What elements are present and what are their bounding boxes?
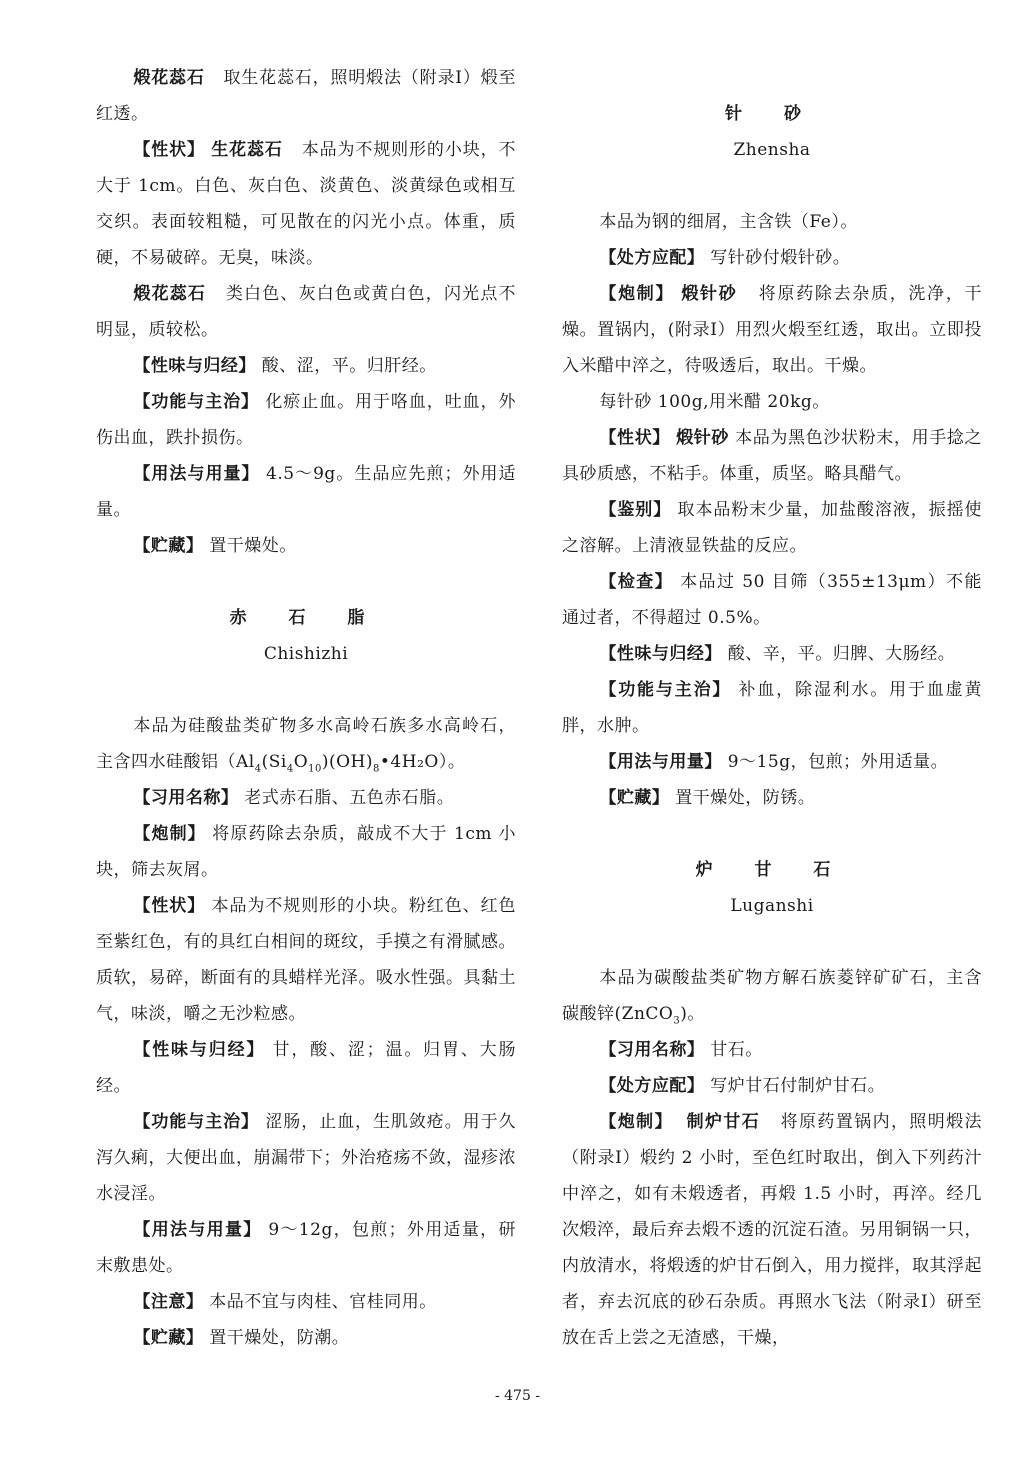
section-tag: 【炮制】 [599, 1112, 673, 1132]
text: 取生花蕊石，照明煅法（附录Ⅰ）煅至红透。 [96, 68, 517, 124]
text: 本品不宜与肉桂、官桂同用。 [209, 1292, 437, 1312]
entry-name: 制炉甘石 [686, 1112, 761, 1132]
subscript: 8 [373, 763, 380, 775]
text: O [293, 752, 309, 772]
text: )。 [680, 1004, 705, 1024]
text: (Si [261, 752, 287, 772]
spacer [96, 672, 516, 708]
right-column [562, 60, 982, 1356]
entry-title: 炉 甘 石 [695, 860, 849, 880]
section-tag: 【用法与用量】 [133, 1220, 262, 1240]
text: 本品为钢的细屑，主含铁（Fe）。 [599, 212, 858, 232]
section-tag: 【贮藏】 [599, 788, 670, 808]
text: 将原药除去杂质，洗净，干燥。置锅内，(附录Ⅰ）用烈火煅至红透，取出。立即投入米醋中淬之，待吸透后，取出。干燥。 [562, 284, 983, 376]
section-tag: 【注意】 [133, 1292, 204, 1312]
section-tag: 【功能与主治】 [133, 1112, 259, 1132]
left-column [96, 60, 516, 1356]
paragraph [96, 348, 516, 384]
text: 取本品粉末少量，加盐酸溶液，振摇使之溶解。上清液显铁盐的反应。 [562, 500, 983, 556]
paragraph [562, 1068, 982, 1104]
paragraph [96, 1212, 516, 1284]
text: 4.5～9g。生品应先煎；外用适量。 [96, 464, 517, 520]
spacer [562, 168, 982, 204]
section-tag: 【性状】 [133, 140, 205, 160]
text: 补血，除湿利水。用于血虚黄胖，水肿。 [562, 680, 983, 736]
section-tag: 【炮制】 [599, 284, 675, 304]
section-tag: 【性味与归经】 [133, 356, 256, 376]
paragraph [96, 1320, 516, 1356]
paragraph [562, 744, 982, 780]
paragraph [562, 240, 982, 276]
text: 每针砂 100g,用米醋 20kg。 [599, 392, 830, 412]
paragraph [562, 960, 982, 1032]
section-tag: 【用法与用量】 [599, 752, 722, 772]
paragraph [96, 780, 516, 816]
paragraph [562, 1032, 982, 1068]
text: 写针砂付煅针砂。 [710, 248, 851, 268]
text: 本品为不规则形的小块，不大于 1cm。白色、灰白色、淡黄色、淡黄绿色或相互交织。表面较粗糙，可见散在的闪光小点。体重，质硬，不易破碎。无臭，味淡。 [96, 140, 516, 268]
paragraph [562, 636, 982, 672]
subscript: 3 [673, 1015, 681, 1027]
text: 将原药除去杂质，敲成不大于 1cm 小块，筛去灰屑。 [96, 824, 517, 880]
paragraph [96, 528, 516, 564]
section-tag: 【鉴别】 [599, 500, 672, 520]
text: 将原药置锅内，照明煅法（附录Ⅰ）煅约 2 小时，至色红时取出，倒入下列药汁中淬之，如有未煅透者，再煅 1.5 小时，再淬。经几次煅淬，最后弃去煅不透的沉淀石渣。另用铜锅一只，内放清水，将煅透的炉甘石倒入，用力搅拌，取其浮起者，弃去沉底的砂石杂质。再照水飞法（附录Ⅰ）研至放在舌上尝之无渣感，干燥， [562, 1112, 983, 1348]
section-tag: 【功能与主治】 [133, 392, 259, 412]
spacer [562, 924, 982, 960]
section-tag: 【功能与主治】 [599, 680, 732, 700]
section-tag: 【处方应配】 [599, 1076, 705, 1096]
paragraph [562, 780, 982, 816]
entry-name: 煅针砂 [681, 284, 738, 304]
paragraph [562, 204, 982, 240]
entry-title: 针 砂 [725, 104, 819, 124]
paragraph [96, 816, 516, 888]
paragraph [96, 1104, 516, 1212]
entry-pinyin: Chishizhi [263, 644, 349, 664]
paragraph [562, 492, 982, 564]
page-number: - 475 - [494, 1388, 541, 1404]
text: 本品为黑色沙状粉末，用手捻之具砂质感，不粘手。体重，质坚。略具醋气。 [562, 428, 983, 484]
text: 本品为不规则形的小块。粉红色、红色至紫红色，有的具红白相间的斑纹，手摸之有滑腻感。质软，易碎，断面有的具蜡样光泽。吸水性强。具黏土气，味淡，嚼之无沙粒感。 [96, 896, 517, 1024]
paragraph [562, 420, 982, 492]
text: 甘石。 [710, 1040, 763, 1060]
text: 涩肠，止血，生肌敛疮。用于久泻久痢，大便出血，崩漏带下；外治疮疡不敛，湿疹浓水浸淫。 [96, 1112, 517, 1204]
subscript: 10 [308, 763, 322, 775]
paragraph [562, 564, 982, 636]
paragraph [96, 60, 516, 132]
text: 酸、辛，平。归脾、大肠经。 [727, 644, 956, 664]
text: 化瘀止血。用于咯血，吐血，外伤出血，跌扑损伤。 [96, 392, 517, 448]
entry-name: 煅花蕊石 [133, 284, 207, 304]
paragraph [96, 1032, 516, 1104]
paragraph [562, 1104, 982, 1356]
text: 9～15g，包煎；外用适量。 [727, 752, 949, 772]
paragraph [96, 132, 516, 276]
text: 写炉甘石付制炉甘石。 [710, 1076, 886, 1096]
text: 本品为硅酸盐类矿物多水高岭石族多水高岭石，主含四水硅酸铝（Al [96, 716, 516, 772]
text: 9～12g，包煎；外用适量，研末敷患处。 [96, 1220, 517, 1276]
spacer [562, 60, 982, 96]
section-tag: 【处方应配】 [599, 248, 705, 268]
spacer [96, 564, 516, 600]
section-tag: 【炮制】 [133, 824, 206, 844]
section-tag: 【习用名称】 [599, 1040, 705, 1060]
section-tag: 【性状】 [599, 428, 670, 448]
paragraph [96, 384, 516, 456]
spacer [562, 816, 982, 852]
section-tag: 【习用名称】 [133, 788, 239, 808]
paragraph [96, 276, 516, 348]
section-tag: 【贮藏】 [133, 1328, 204, 1348]
text: 本品为碳酸盐类矿物方解石族菱锌矿矿石，主含碳酸锌(ZnCO [562, 968, 982, 1024]
section-tag: 【性状】 [133, 896, 206, 916]
text: •4H₂O）。 [379, 752, 466, 772]
entry-pinyin: Luganshi [730, 896, 814, 916]
section-tag: 【性味与归经】 [133, 1040, 266, 1060]
text: 酸、涩，平。归肝经。 [261, 356, 437, 376]
paragraph [96, 708, 516, 780]
text: 置干燥处。 [209, 536, 297, 556]
section-tag: 【用法与用量】 [133, 464, 260, 484]
text: 置干燥处，防锈。 [675, 788, 816, 808]
entry-name: 煅花蕊石 [133, 68, 205, 88]
paragraph [562, 384, 982, 420]
text: 老式赤石脂、五色赤石脂。 [244, 788, 455, 808]
paragraph [96, 1284, 516, 1320]
paragraph [562, 276, 982, 384]
subscript: 4 [286, 763, 294, 775]
paragraph [562, 672, 982, 744]
entry-title: 赤 石 脂 [229, 608, 383, 628]
section-tag: 【检查】 [599, 572, 674, 592]
text: 本品过 50 目筛（355±13μm）不能通过者，不得超过 0.5%。 [562, 572, 983, 628]
entry-name: 煅针砂 [676, 428, 730, 448]
entry-name: 生花蕊石 [211, 140, 283, 160]
paragraph [96, 888, 516, 1032]
section-tag: 【贮藏】 [133, 536, 204, 556]
section-tag: 【性味与归经】 [599, 644, 722, 664]
text: 甘，酸、涩；温。归胃、大肠经。 [96, 1040, 517, 1096]
text: 置干燥处，防潮。 [209, 1328, 350, 1348]
text: 类白色、灰白色或黄白色，闪光点不明显，质较松。 [96, 284, 517, 340]
entry-pinyin: Zhensha [733, 140, 811, 160]
text: )(OH) [321, 752, 374, 772]
subscript: 4 [254, 763, 262, 775]
paragraph [96, 456, 516, 528]
